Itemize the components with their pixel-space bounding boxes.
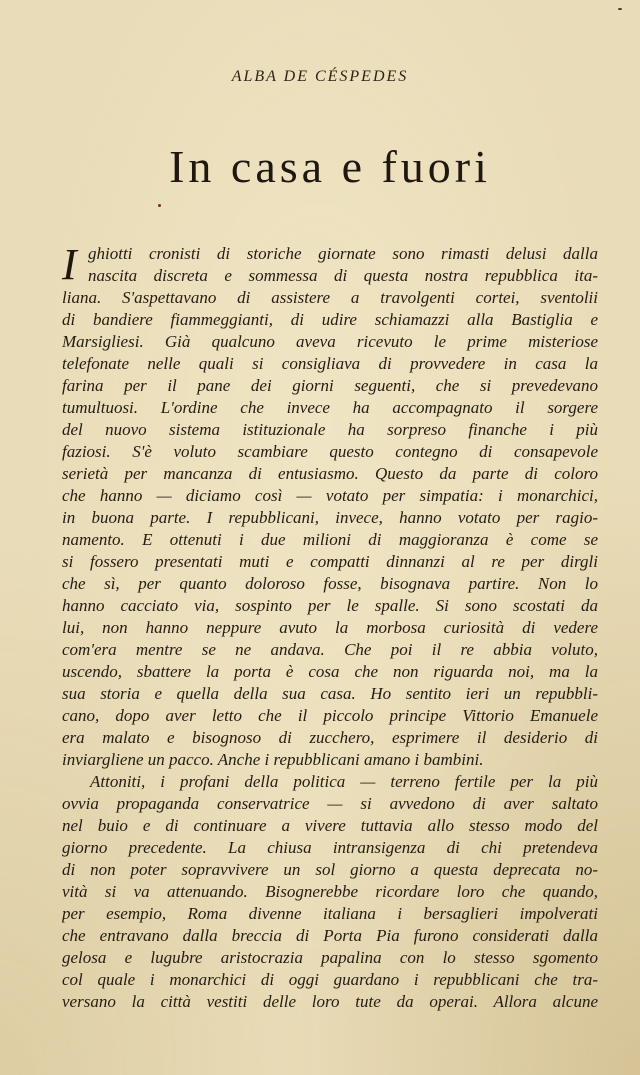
text-line: tumultuosi. L'ordine che invece ha accompagnato il sorgere [62, 398, 598, 417]
text-line: farina per il pane dei giorni seguenti, che si prevedevano [62, 376, 598, 395]
text-line: si fossero presentati muti e compatti dinnanzi al re per dirgli [62, 552, 598, 571]
text-line: cano, dopo aver letto che il piccolo principe Vittorio Emanuele [62, 706, 598, 725]
text-line: di bandiere fiammeggianti, di udire schiamazzi alla Bastiglia e [62, 310, 598, 329]
text-line: versano la città vestiti delle loro tute da operai. Allora alcune [62, 992, 598, 1011]
text-line: col quale i monarchici di oggi guardano i repubblicani che tra- [62, 970, 598, 989]
text-line: del nuovo sistema istituzionale ha sorpreso finanche i più [62, 420, 598, 439]
ink-speck [158, 204, 161, 207]
text-line: che entravano dalla breccia di Porta Pia furono considerati dalla [62, 926, 598, 945]
text-line: namento. E ottenuti i due milioni di maggioranza è come se [62, 530, 598, 549]
text-line: di non poter sopravvivere un sol giorno a questa deprecata no- [62, 860, 598, 879]
text-line: ghiotti cronisti di storiche giornate sono rimasti delusi dalla [88, 244, 598, 263]
text-line: vità si va attenuando. Bisognerebbe ricordare loro che quando, [62, 882, 598, 901]
body-text [62, 240, 598, 1013]
text-line: telefonate nelle quali si consigliava di provvedere in casa la [62, 354, 598, 373]
text-line: giorno precedente. La chiusa intransigenza di chi pretendeva [62, 838, 598, 857]
text-line: sua storia e quella della sua casa. Ho sentito ieri un repubbli- [62, 684, 598, 703]
text-line: serietà per mancanza di entusiasmo. Questo da parte di coloro [62, 464, 598, 483]
text-line: che hanno — diciamo così — votato per simpatia: i monarchici, [62, 486, 598, 505]
author-name: ALBA DE CÉSPEDES [231, 68, 409, 85]
text-line: Marsigliesi. Già qualcuno aveva ricevuto le prime misteriose [62, 332, 598, 351]
text-line: uscendo, sbattere la porta è cosa che non riguarda noi, ma la [62, 662, 598, 681]
text-line: liana. S'aspettavano di assistere a travolgenti cortei, sventolii [62, 288, 598, 307]
chapter-title: In casa e fuori [169, 141, 491, 192]
text-line: hanno cacciato via, sospinto per le spalle. Si sono scostati da [62, 596, 598, 615]
text-line: era malato e bisognoso di zucchero, esprimere il desiderio di [62, 728, 598, 747]
text-line: che sì, per quanto doloroso fosse, bisognava partire. Non lo [62, 574, 598, 593]
text-line: gelosa e lugubre aristocrazia papalina con lo stesso sgomento [62, 948, 598, 967]
text-line: lui, non hanno neppure avuto la morbosa curiosità di vedere [62, 618, 598, 637]
text-line: faziosi. S'è voluto scambiare questo contegno di consapevole [62, 442, 598, 461]
text-line: com'era mentre se ne andava. Che poi il re abbia voluto, [62, 640, 598, 659]
drop-cap: I [62, 240, 77, 289]
text-line: nascita discreta e sommessa di questa nostra repubblica ita- [88, 266, 598, 285]
text-line: Attoniti, i profani della politica — terreno fertile per la più [90, 772, 598, 791]
text-line: inviargliene un pacco. Anche i repubblicani amano i bambini. [62, 750, 484, 769]
text-line: in buona parte. I repubblicani, invece, hanno votato per ragio- [62, 508, 598, 527]
text-line: nel buio e di continuare a vivere tuttavia allo stesso modo del [62, 816, 598, 835]
text-line: ovvia propaganda conservatrice — si avvedono di aver saltato [62, 794, 598, 813]
ink-speck [618, 8, 622, 10]
text-line: per esempio, Roma divenne italiana i bersaglieri impolverati [62, 904, 598, 923]
